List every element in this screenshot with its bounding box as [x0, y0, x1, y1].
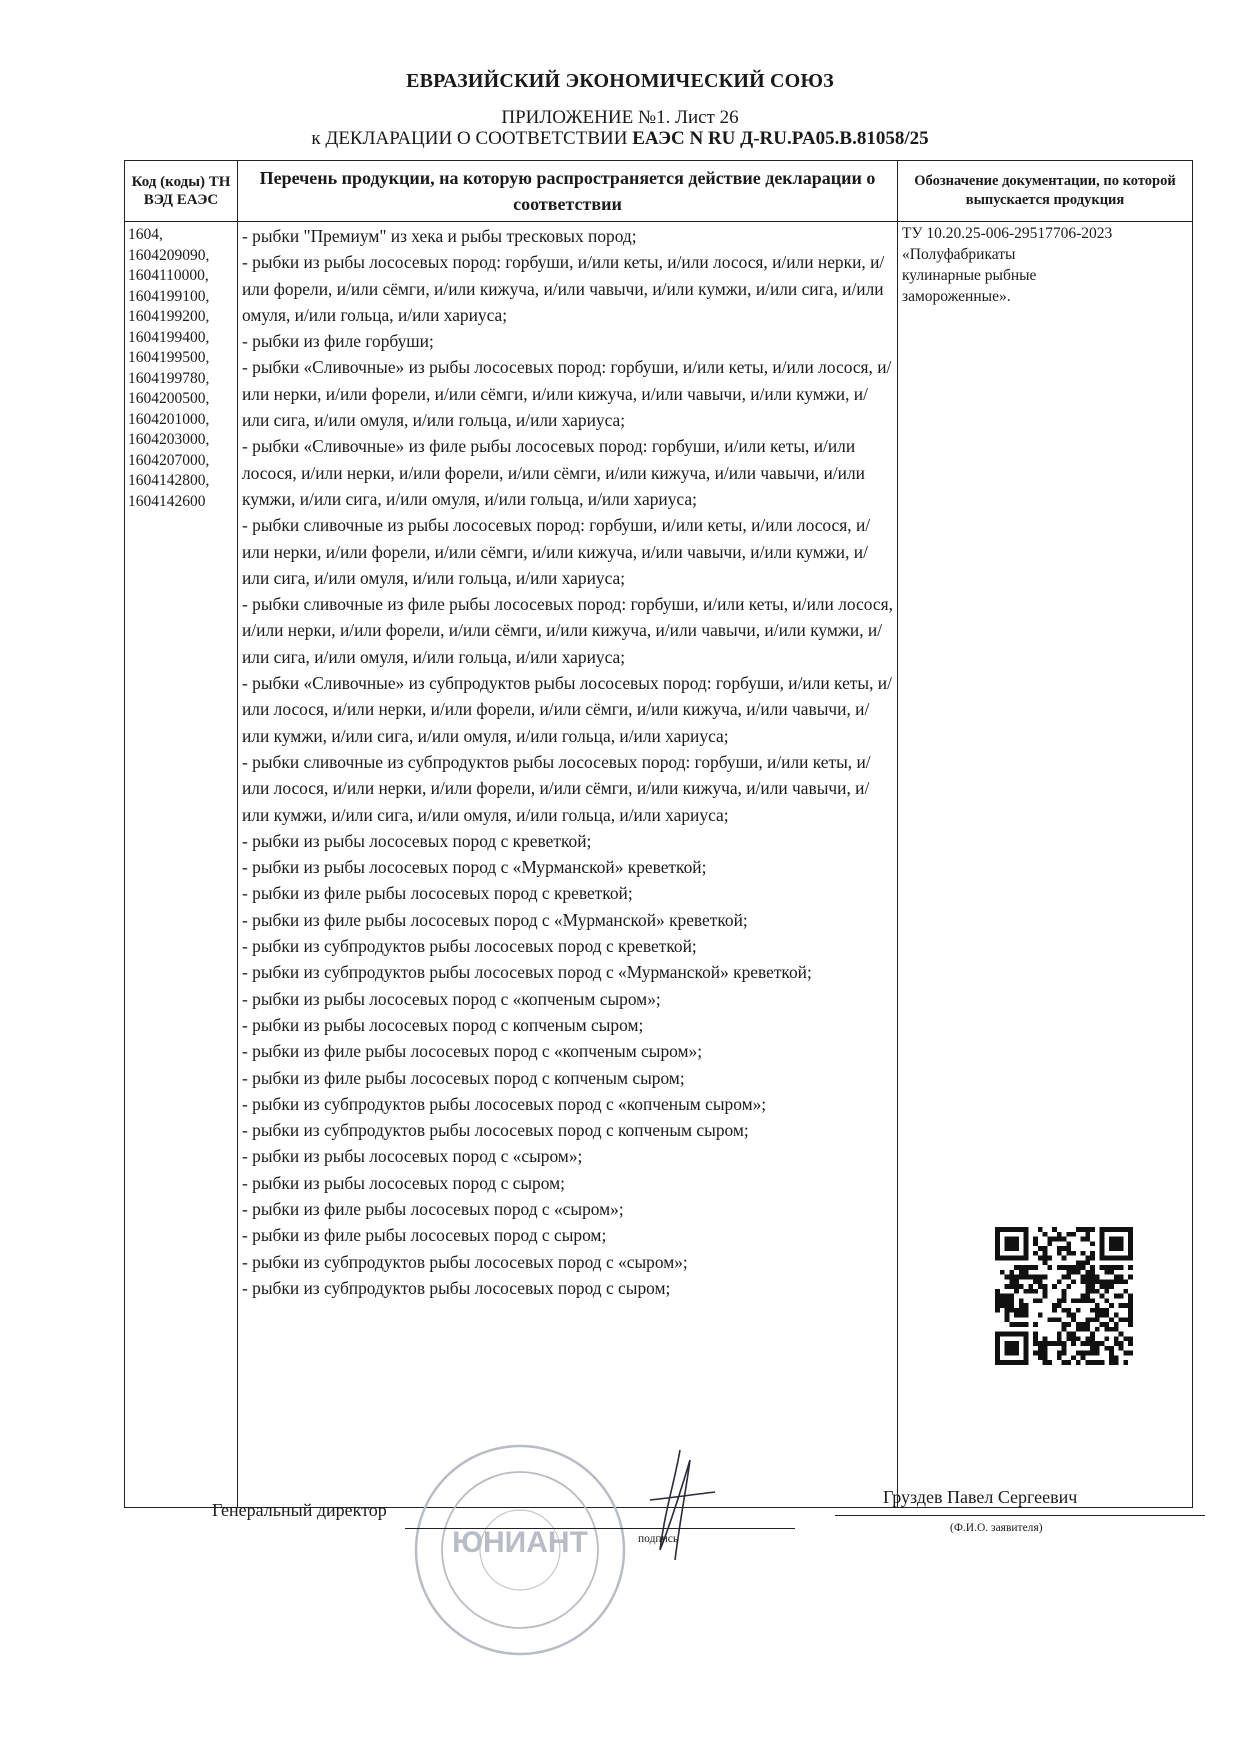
- doc-line: кулинарные рыбные: [902, 267, 1037, 284]
- product-item: - рыбки из рыбы лососевых пород с «сыром»;: [242, 1146, 583, 1167]
- company-stamp: [410, 1440, 630, 1660]
- product-item: - рыбки из филе рыбы лососевых пород с креветкой;: [242, 883, 633, 904]
- col-header-codes: Код (коды) ТН ВЭД ЕАЭС: [125, 161, 238, 222]
- product-item: - рыбки из филе горбуши;: [242, 331, 434, 352]
- signature-line: [405, 1528, 795, 1529]
- product-item: - рыбки из рыбы лососевых пород с сыром;: [242, 1172, 565, 1193]
- product-item: - рыбки из субпродуктов рыбы лососевых пород с «Мурманской» креветкой;: [242, 962, 812, 983]
- stamp-text: ЮНИАНТ: [452, 1526, 588, 1559]
- product-item: - рыбки из филе рыбы лососевых пород с «Мурманской» креветкой;: [242, 909, 748, 930]
- product-item: - рыбки из рыбы лососевых пород: горбуши, и/или кеты, и/или лосося, и/или нерки, и/или форели, и/или сёмги, и/или кижуча, и/или чавычи, и/или кумжи, и/или сига, и/или омуля, и/или гольца, и/или хариуса;: [242, 252, 885, 325]
- tn-ved-code: 1604199200,: [128, 308, 210, 325]
- product-item: - рыбки сливочные из филе рыбы лососевых пород: горбуши, и/или кеты, и/или лосося, и/или нерки, и/или форели, и/или сёмги, и/или кижуча, и/или чавычи, и/или кумжи, и/или сига, и/или омуля, и/или гольца, и/или хариуса;: [242, 594, 893, 667]
- product-item: - рыбки из рыбы лососевых пород с копченым сыром;: [242, 1014, 644, 1035]
- signature: [620, 1440, 730, 1570]
- tn-ved-code: 1604199500,: [128, 349, 210, 366]
- tn-ved-code: 1604,: [128, 226, 163, 243]
- tn-ved-code: 1604142800,: [128, 472, 210, 489]
- product-item: - рыбки «Сливочные» из рыбы лососевых пород: горбуши, и/или кеты, и/или лосося, и/или нерки, и/или форели, и/или сёмги, и/или кижуча, и/или чавычи, и/или кумжи, и/или сига, и/или омуля, и/или гольца, и/или хариуса;: [242, 357, 892, 431]
- products-list: [242, 223, 893, 1301]
- product-item: - рыбки «Сливочные» из субпродуктов рыбы лососевых пород: горбуши, и/или кеты, и/или лосося, и/или нерки, и/или форели, и/или сёмги, и/или кижуча, и/или чавычи, и/или кумжи, и/или сига, и/или омуля, и/или гольца, и/или хариуса;: [242, 673, 892, 746]
- qr-code: [995, 1227, 1133, 1365]
- name-caption: (Ф.И.О. заявителя): [950, 1522, 1043, 1534]
- product-item: - рыбки сливочные из субпродуктов рыбы лососевых пород: горбуши, и/или кеты, и/или лосося, и/или нерки, и/или форели, и/или сёмги, и/или кижуча, и/или чавычи, и/или кумжи, и/или сига, и/или омуля, и/или гольца, и/или хариуса;: [242, 751, 871, 825]
- col-header-docs: Обозначение документации, по которой выпускается продукция: [898, 161, 1193, 222]
- tn-ved-code: 1604201000,: [128, 410, 210, 428]
- tn-ved-code: 1604203000,: [128, 431, 210, 448]
- product-item: - рыбки из рыбы лососевых пород с «копченым сыром»;: [242, 988, 661, 1009]
- products-cell: [238, 222, 898, 1508]
- tn-ved-code: 1604110000,: [128, 267, 209, 284]
- union-title: ЕВРАЗИЙСКИЙ ЭКОНОМИЧЕСКИЙ СОЮЗ: [406, 70, 834, 92]
- doc-line: ТУ 10.20.25-006-29517706-2023: [902, 225, 1113, 242]
- codes-list: [128, 225, 237, 512]
- product-item: - рыбки из субпродуктов рыбы лососевых пород с «копченым сыром»;: [242, 1093, 767, 1114]
- codes-cell: [125, 222, 238, 1508]
- applicant-name: Груздев Павел Сергеевич: [883, 1487, 1078, 1507]
- product-item: - рыбки из филе рыбы лососевых пород с копченым сыром;: [242, 1067, 685, 1088]
- product-item: - рыбки из субпродуктов рыбы лососевых пород с «сыром»;: [242, 1251, 688, 1272]
- signature-caption: подпись: [638, 1533, 679, 1545]
- tn-ved-code: 1604200500,: [128, 390, 210, 407]
- product-item: - рыбки из филе рыбы лососевых пород с «копченым сыром»;: [242, 1041, 703, 1062]
- tn-ved-code: 1604209090,: [128, 246, 210, 264]
- declaration-number: ЕАЭС N RU Д-RU.PA05.B.81058/25: [632, 128, 929, 149]
- annex-title: ПРИЛОЖЕНИЕ №1. Лист 26: [501, 107, 739, 128]
- tn-ved-code: 1604199100,: [128, 287, 210, 305]
- product-item: - рыбки из рыбы лососевых пород с «Мурманской» креветкой;: [242, 857, 707, 878]
- declaration-reference: [0, 128, 1240, 150]
- position-label: Генеральный директор: [212, 1500, 387, 1520]
- col-header-products: Перечень продукции, на которую распространяется действие декларации о соответствии: [238, 161, 898, 222]
- product-item: - рыбки из субпродуктов рыбы лососевых пород с сыром;: [242, 1277, 671, 1298]
- product-item: - рыбки из рыбы лососевых пород с креветкой;: [242, 830, 592, 851]
- tn-ved-code: 1604207000,: [128, 451, 210, 469]
- product-item: - рыбки сливочные из рыбы лососевых пород: горбуши, и/или кеты, и/или лосося, и/или нерки, и/или форели, и/или сёмги, и/или кижуча, и/или чавычи, и/или кумжи, и/или сига, и/или омуля, и/или гольца, и/или хариуса;: [242, 515, 871, 588]
- product-item: - рыбки из филе рыбы лососевых пород с «сыром»;: [242, 1198, 624, 1219]
- doc-line: замороженные».: [902, 288, 1011, 305]
- tn-ved-code: 1604199400,: [128, 328, 210, 346]
- name-line: [835, 1515, 1205, 1516]
- doc-line: «Полуфабрикаты: [902, 246, 1016, 263]
- product-item: - рыбки из субпродуктов рыбы лососевых пород с креветкой;: [242, 936, 697, 957]
- doc-reference: [902, 223, 1188, 307]
- tn-ved-code: 1604142600: [128, 492, 206, 510]
- tn-ved-code: 1604199780,: [128, 369, 210, 387]
- product-item: - рыбки из субпродуктов рыбы лососевых пород с копченым сыром;: [242, 1120, 749, 1141]
- product-item: - рыбки "Премиум" из хека и рыбы тресковых пород;: [242, 226, 637, 246]
- declaration-prefix: к ДЕКЛАРАЦИИ О СООТВЕТСТВИИ: [311, 128, 633, 149]
- product-item: - рыбки из филе рыбы лососевых пород с сыром;: [242, 1225, 607, 1246]
- product-item: - рыбки «Сливочные» из филе рыбы лососевых пород: горбуши, и/или кеты, и/или лосося, и/или нерки, и/или форели, и/или сёмги, и/или кижуча, и/или чавычи, и/или кумжи, и/или сига, и/или омуля, и/или гольца, и/или хариуса;: [242, 436, 865, 509]
